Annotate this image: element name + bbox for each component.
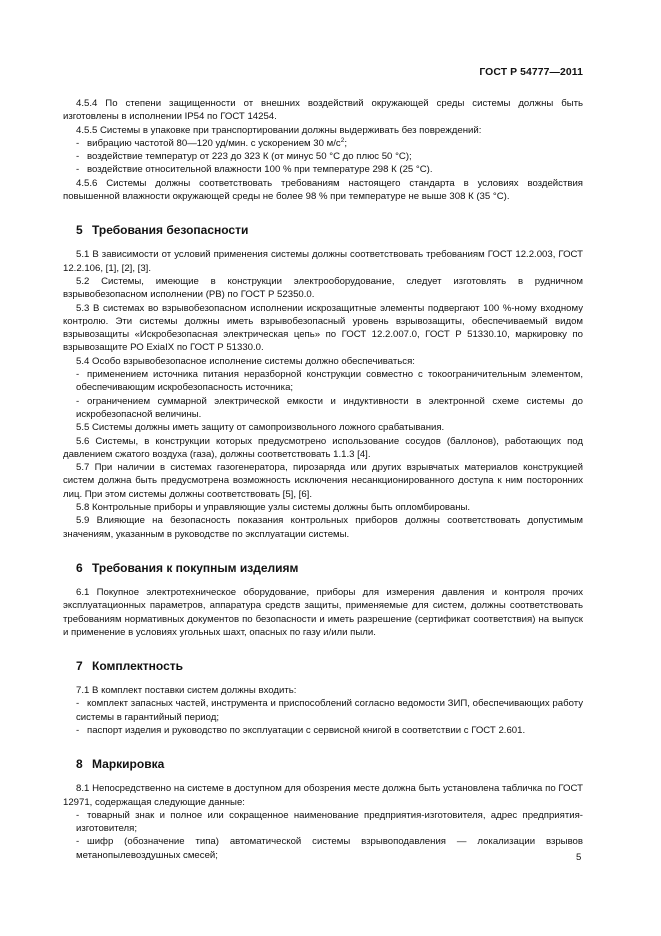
- list-marker: -: [76, 151, 80, 163]
- section-title: Комплектность: [92, 659, 183, 674]
- list-marker: -: [76, 369, 80, 381]
- list-item: [63, 809, 583, 836]
- clause-4-5-4: 4.5.4 По степени защищенности от внешних воздействий окружающей среды системы должны быть изготовлены в исполнении IP54 по ГОСТ 14254.: [63, 98, 583, 123]
- clause-5-4: 5.4 Особо взрывобезопасное исполнение системы должно обеспечиваться:: [76, 355, 415, 367]
- page-body: [63, 97, 583, 862]
- list-item: [63, 150, 583, 163]
- section-heading-8: [63, 757, 583, 771]
- list-item: [63, 137, 583, 150]
- clause-5-7: 5.7 При наличии в системах газогенератора, пирозаряда или других взрывчатых материалов конструкцией систем должна быть предусмотрена возможность исключения несанкционированного доступа к ним посторонних лиц. При этом системы должны соответствовать [5], [6].: [63, 462, 583, 500]
- list-item-text: товарный знак и полное или сокращенное наименование предприятия-изготовителя, адрес предприятия-изготовителя;: [76, 809, 583, 835]
- list-marker: -: [76, 395, 80, 407]
- clause-5-6: 5.6 Системы, в конструкции которых предусмотрено использование сосудов (баллонов), работающих под давлением сжатого воздуха (газа), должны соответствовать 1.1.3 [4].: [63, 435, 583, 460]
- list-item-text-end: ;: [344, 137, 347, 149]
- page-header-standard-number: ГОСТ Р 54777—2011: [479, 67, 583, 78]
- list-item-text: шифр (обозначение типа) автоматической системы взрывоподавления — локализации взрывов метанопылевоздушных смесей;: [76, 836, 583, 861]
- section-heading-7: [63, 659, 583, 673]
- list-item: [63, 163, 583, 176]
- list-item: [63, 368, 583, 395]
- clause-8-1: 8.1 Непосредственно на системе в доступном для обозрения месте должна быть установлена табличка по ГОСТ 12971, содержащая следующие данные:: [63, 783, 583, 808]
- section-number: 7: [76, 659, 83, 674]
- clause-5-2: 5.2 Системы, имеющие в конструкции электрооборудование, следует изготовлять в рудничном взрывобезопасном исполнении (РВ) по ГОСТ Р 52350.0.: [63, 275, 583, 301]
- list-item-text: вибрацию частотой 80—120 уд/мин. с ускорением 30 м/с: [87, 137, 341, 149]
- section-number: 5: [76, 223, 83, 238]
- section-heading-6: [63, 561, 583, 575]
- list-item-text: воздействие температур от 223 до 323 К (от минус 50 °С до плюс 50 °С);: [87, 151, 412, 163]
- section-heading-5: [63, 223, 583, 237]
- list-item-text: воздействие относительной влажности 100 % при температуре 298 К (25 °С).: [87, 164, 433, 176]
- list-marker: -: [76, 809, 80, 821]
- list-marker: -: [76, 698, 80, 710]
- section-title: Маркировка: [92, 757, 165, 772]
- list-item-text: комплект запасных частей, инструмента и приспособлений согласно ведомости ЗИП, обеспечивающих работу системы в гарантийный период;: [76, 698, 583, 723]
- clause-4-5-6: 4.5.6 Системы должны соответствовать требованиям настоящего стандарта в условиях воздействия повышенной влажности окружающей среды не более 98 % при температуре не выше 308 К (35 °С).: [63, 177, 583, 203]
- list-item-text: применением источника питания неразборной конструкции совместно с токоограничительным элементом, обеспечивающим искробезопасность источника;: [76, 369, 583, 394]
- clause-5-3: 5.3 В системах во взрывобезопасном исполнении искрозащитные элементы подвергают 100 %-ному входному контролю. Эти системы должны иметь взрывобезопасный уровень взрывозащиты, обеспечиваемый видом взрывозащиты «Искробезопасная электрическая цепь» по ГОСТ 12.2.007.0, ГОСТ Р 51330.10, маркировку по взрывозащите РО ExiaIX по ГОСТ Р 51330.0.: [63, 302, 583, 354]
- list-item-text: паспорт изделия и руководство по эксплуатации с сервисной книгой в соответствии с ГОСТ 2.601.: [87, 724, 526, 736]
- list-marker: -: [76, 164, 80, 176]
- clause-6-1: 6.1 Покупное электротехническое оборудование, приборы для измерения давления и контроля прочих эксплуатационных параметров, аппаратура средств защиты, применяемые для систем, должны соответствовать требованиям нормативных документов по безопасности и иметь разрешение (сертификат соответствия) на выпуск и применение в условиях угольных шахт, опасных по газу и/или пыли.: [63, 586, 583, 638]
- list-item-text: ограничением суммарной электрической емкости и индуктивности в электронной схеме системы до искробезопасной величины.: [76, 395, 583, 420]
- clause-5-9: 5.9 Влияющие на безопасность показания контрольных приборов должны соответствовать допустимым значениям, указанным в руководстве по эксплуатации системы.: [63, 515, 583, 540]
- section-title: Требования безопасности: [92, 223, 249, 238]
- clause-7-1: 7.1 В комплект поставки систем должны входить:: [76, 685, 297, 697]
- clause-4-5-5: 4.5.5 Системы в упаковке при транспортировании должны выдерживать без повреждений:: [76, 124, 482, 136]
- superscript: 2: [340, 136, 345, 144]
- clause-5-8: 5.8 Контрольные приборы и управляющие узлы системы должны быть опломбированы.: [76, 502, 471, 514]
- list-item: [63, 697, 583, 724]
- clause-5-1: 5.1 В зависимости от условий применения системы должны соответствовать требованиям ГОСТ 12.2.003, ГОСТ 12.2.106, [1], [2], [3].: [63, 249, 583, 274]
- list-item: [63, 724, 583, 737]
- list-item: [63, 395, 583, 422]
- list-marker: -: [76, 137, 80, 149]
- section-number: 8: [76, 757, 83, 772]
- list-marker: -: [76, 836, 80, 848]
- section-title: Требования к покупным изделиям: [92, 560, 299, 575]
- clause-5-5: 5.5 Системы должны иметь защиту от самопроизвольного ложного срабатывания.: [76, 422, 445, 434]
- section-number: 6: [76, 560, 83, 575]
- page-number: 5: [576, 852, 582, 863]
- list-item: [63, 835, 583, 862]
- list-marker: -: [76, 724, 80, 736]
